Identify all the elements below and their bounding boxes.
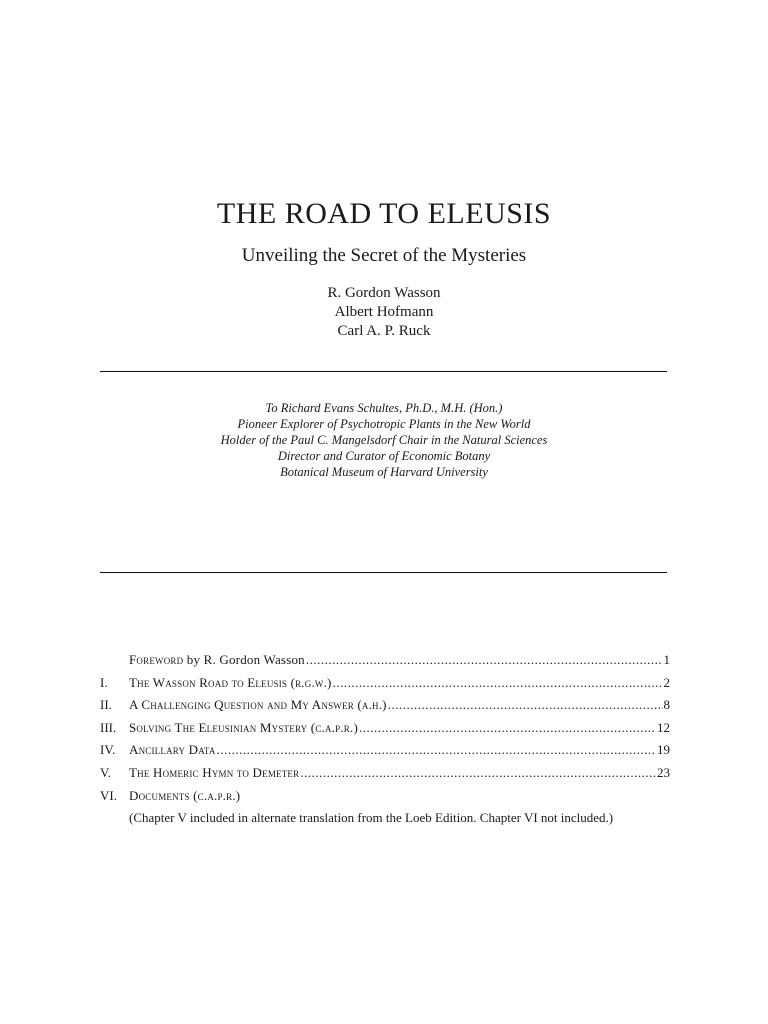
book-title: THE ROAD TO ELEUSIS (216, 197, 552, 230)
divider-top (100, 371, 667, 372)
toc-entry-foreword[interactable] (100, 652, 670, 675)
toc-entry-title: Foreword (129, 652, 184, 667)
toc-dot-leader (359, 720, 656, 736)
toc-entry-title: Ancillary Data (129, 742, 216, 758)
toc-entry-title: Solving The Eleusinian Mystery (c.a.p.r.) (129, 719, 358, 735)
toc-entry-chapter-2[interactable] (100, 697, 670, 720)
toc-note: (Chapter V included in alternate translation from the Loeb Edition. Chapter VI not included.) (129, 810, 614, 826)
toc-entry-page: 8 (663, 697, 670, 713)
toc-entry-chapter-5[interactable] (100, 765, 670, 788)
toc-entry-page: 12 (657, 719, 670, 735)
toc-dot-leader (388, 697, 663, 713)
toc-entry-byline: by R. Gordon Wasson (183, 652, 305, 667)
toc-dot-leader (300, 765, 656, 781)
toc-entry-chapter-4[interactable] (100, 742, 670, 765)
toc-entry-chapter-1[interactable] (100, 675, 670, 698)
toc-entry-number: I. (100, 674, 108, 690)
toc-entry-page: 1 (663, 652, 670, 667)
toc-entry-chapter-3[interactable] (100, 720, 670, 743)
toc-entry-page: 2 (663, 674, 670, 690)
author-name: Albert Hofmann (334, 304, 434, 320)
toc-entry-title: The Homeric Hymn to Demeter (129, 764, 300, 780)
dedication-line: Holder of the Paul C. Mangelsdorf Chair in the Natural Sciences (220, 433, 548, 447)
book-subtitle: Unveiling the Secret of the Mysteries (241, 245, 527, 266)
table-of-contents (100, 652, 670, 826)
dedication (0, 400, 768, 480)
toc-entry-number: IV. (100, 742, 116, 758)
toc-entry-number: V. (100, 764, 111, 780)
dedication-line: Pioneer Explorer of Psychotropic Plants in the New World (237, 417, 531, 431)
toc-dot-leader (217, 742, 656, 758)
toc-dot-leader (306, 652, 663, 668)
toc-entry-title: Documents (c.a.p.r.) (129, 787, 241, 803)
toc-entry-number: III. (100, 719, 117, 735)
toc-entry-title: The Wasson Road to Eleusis (r.g.w.) (129, 674, 332, 690)
dedication-line: To Richard Evans Schultes, Ph.D., M.H. (Hon.) (265, 401, 503, 415)
dedication-line: Botanical Museum of Harvard University (280, 465, 488, 479)
toc-dot-leader (333, 675, 663, 691)
toc-entry-title: A Challenging Question and My Answer (a.h.) (129, 697, 387, 713)
author-name: Carl A. P. Ruck (337, 323, 431, 339)
toc-entry-number: II. (100, 697, 112, 713)
author-list (0, 284, 768, 341)
toc-entry-page: 19 (657, 742, 670, 758)
toc-entry-page: 23 (657, 764, 670, 780)
toc-entry-number: VI. (100, 787, 117, 803)
toc-entry-chapter-6[interactable] (100, 788, 670, 811)
dedication-line: Director and Curator of Economic Botany (277, 449, 491, 463)
author-name: R. Gordon Wasson (327, 285, 441, 301)
divider-bottom (100, 572, 667, 573)
